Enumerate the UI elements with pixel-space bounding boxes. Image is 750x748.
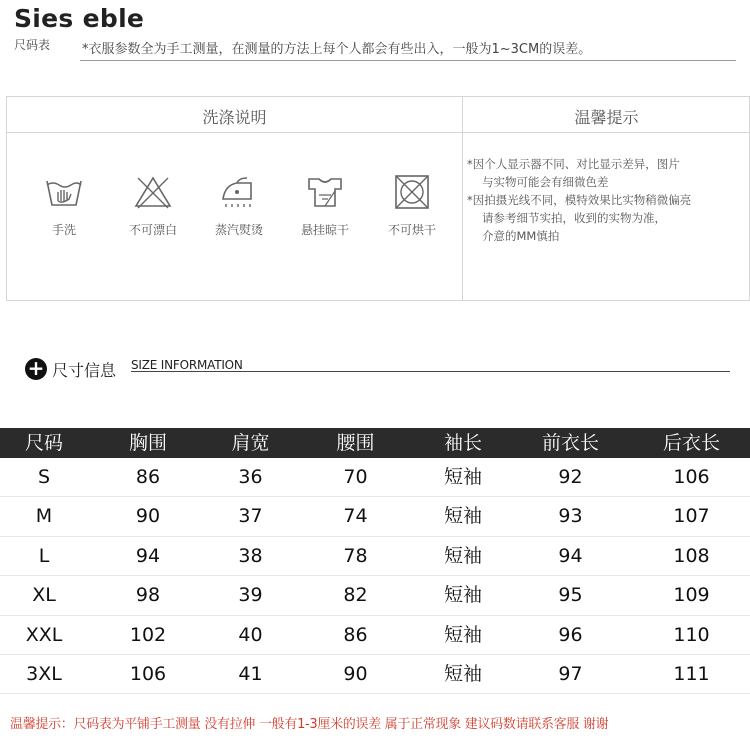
table-cell: 97	[558, 662, 583, 685]
table-cell: 短袖	[443, 466, 482, 488]
table-cell: 短袖	[443, 544, 482, 567]
table-cell: L	[38, 544, 50, 567]
divider	[80, 60, 736, 61]
table-cell: 86	[343, 623, 368, 646]
table-cell: 96	[558, 623, 583, 646]
table-cell: 40	[238, 623, 263, 646]
brand-title: Sies eble	[14, 4, 145, 33]
table-cell: 41	[238, 662, 263, 685]
tip-line: *因拍摄光线不同，模特效果比实物稍微偏亮	[467, 193, 692, 207]
no-bleach-icon	[133, 175, 173, 209]
size-info-heading	[25, 356, 745, 380]
size-info-title-en: SIZE INFORMATION	[131, 358, 243, 372]
table-cell: S	[37, 466, 51, 488]
column-header: 尺码	[24, 432, 63, 454]
tip-line: *因个人显示器不同、对比显示差异，图片	[467, 157, 680, 171]
table-cell: 90	[135, 505, 161, 528]
table-cell: 110	[673, 623, 710, 646]
hand-wash-icon	[44, 175, 84, 209]
table-cell: 106	[673, 466, 710, 488]
care-item-no-bleach	[123, 175, 183, 238]
wash-instructions-heading: 洗涤说明	[202, 108, 267, 127]
table-cell: 107	[673, 505, 710, 528]
column-header: 前衣长	[541, 432, 599, 454]
table-row	[0, 616, 750, 655]
column-header: 胸围	[128, 432, 167, 454]
table-cell: 短袖	[443, 662, 482, 685]
care-label: 不可漂白	[128, 223, 177, 237]
table-cell: 90	[343, 662, 368, 685]
divider	[131, 371, 730, 372]
table-header-row	[0, 428, 750, 458]
table-cell: 102	[129, 623, 167, 646]
hang-dry-icon	[305, 175, 345, 209]
care-label: 手洗	[51, 223, 76, 237]
plus-icon: +	[25, 358, 47, 380]
table-cell: 74	[343, 505, 368, 528]
care-item-hand-wash	[34, 175, 94, 238]
care-label: 悬挂晾干	[300, 223, 349, 237]
column-header: 腰围	[336, 432, 375, 454]
size-chart-label: 尺码表	[14, 38, 51, 52]
table-cell: 38	[238, 544, 263, 567]
table-cell: 94	[135, 544, 161, 567]
table-cell: XXL	[25, 623, 63, 646]
table-cell: 短袖	[443, 584, 482, 607]
table-cell: 78	[343, 544, 368, 567]
table-row	[0, 655, 750, 694]
care-label: 不可烘干	[387, 223, 436, 237]
steam-iron-icon	[217, 175, 261, 209]
care-label: 蒸汽熨烫	[214, 223, 263, 237]
table-cell: 3XL	[26, 662, 62, 685]
table-cell: 短袖	[443, 623, 482, 646]
tips-text	[467, 155, 745, 245]
table-cell: 37	[238, 505, 263, 528]
column-header: 后衣长	[662, 432, 720, 454]
table-cell: 98	[135, 584, 161, 607]
table-cell: 93	[558, 505, 583, 528]
table-row	[0, 497, 750, 536]
table-cell: 111	[673, 662, 710, 685]
table-cell: 82	[343, 584, 368, 607]
table-cell: 108	[673, 544, 710, 567]
table-cell: 短袖	[443, 505, 482, 528]
table-cell: 70	[343, 466, 368, 488]
size-info-title: 尺寸信息	[52, 361, 117, 380]
table-cell: 36	[238, 466, 263, 488]
table-row	[0, 576, 750, 615]
table-row	[0, 537, 750, 576]
care-panel	[6, 96, 750, 301]
no-tumble-dry-icon	[392, 175, 432, 209]
table-cell: 106	[129, 662, 167, 685]
measurement-note: *衣服参数全为手工测量，在测量的方法上每个人都会有些出入，一般为1~3CM的误差。	[82, 42, 592, 57]
table-cell: 109	[673, 584, 710, 607]
table-cell: 92	[558, 466, 583, 488]
table-cell: 95	[558, 584, 583, 607]
table-cell: XL	[32, 584, 56, 607]
divider	[7, 132, 749, 133]
care-item-hang-dry	[295, 175, 355, 238]
size-table	[0, 428, 750, 694]
table-cell: 94	[558, 544, 583, 567]
tip-line: 请参考细节实拍，收到的实物为准，	[482, 211, 666, 225]
table-cell: 86	[135, 466, 161, 488]
column-header: 袖长	[443, 432, 482, 454]
footer-note: 温馨提示：尺码表为平铺手工测量 没有拉伸 一般有1-3厘米的误差 属于正常现象 建议码数请联系客服 谢谢	[10, 717, 609, 732]
table-cell: M	[35, 505, 53, 528]
tips-heading: 温馨提示	[574, 108, 639, 127]
care-item-steam-iron	[209, 175, 269, 238]
care-item-no-tumble-dry	[382, 175, 442, 238]
table-cell: 39	[238, 584, 263, 607]
tip-line: 介意的MM慎拍	[482, 229, 560, 243]
column-header: 肩宽	[231, 432, 270, 454]
tip-line: 与实物可能会有细微色差	[482, 175, 609, 189]
table-row	[0, 458, 750, 497]
